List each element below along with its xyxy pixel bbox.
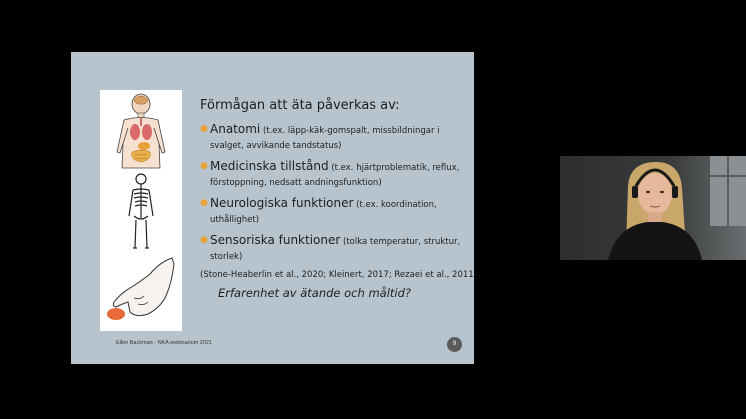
- bullet-item-anatomy: [200, 122, 470, 152]
- slide-heading: Förmågan att äta påverkas av:: [200, 98, 400, 113]
- slide-question: Erfarenhet av ätande och måltid?: [218, 286, 411, 300]
- bullet-detail: (t.ex. koordination, uthållighet): [210, 200, 437, 225]
- slide-content: [200, 98, 474, 280]
- slide-footer: Ellen Backman - NKA webinarium 2021: [116, 340, 212, 346]
- presentation-slide: [71, 52, 474, 364]
- bullet-detail: (t.ex. hjärtproblematik, reflux, förstoppning, nedsatt andningsfunktion): [210, 163, 460, 188]
- body-organs-icon: [100, 90, 182, 170]
- bullet-title: Medicinska tillstånd: [210, 159, 329, 173]
- bullet-list: [200, 122, 470, 263]
- bullet-title: Anatomi: [210, 122, 261, 136]
- bullet-detail: (t.ex. läpp-käk-gomspalt, missbildningar i svalget, avvikande tandstatus): [210, 126, 440, 151]
- bullet-dot-icon: ●: [200, 161, 208, 171]
- bullet-item-medical: [200, 159, 470, 189]
- bullet-dot-icon: ●: [200, 235, 208, 245]
- page-number-badge: 9: [447, 337, 462, 352]
- citation: (Stone-Heaberlin et al., 2020; Kleinert, 2017; Rezaei et al., 2011: [200, 270, 474, 280]
- bullet-title: Neurologiska funktioner: [210, 196, 354, 210]
- hand-icon: [100, 252, 182, 331]
- presenter-video[interactable]: [560, 156, 746, 260]
- bullet-dot-icon: ●: [200, 198, 208, 208]
- bullet-title: Sensoriska funktioner: [210, 233, 341, 247]
- skeleton-icon: [100, 170, 182, 252]
- bullet-item-sensory: [200, 233, 470, 263]
- bullet-dot-icon: ●: [200, 124, 208, 134]
- pictogram-panel: [100, 90, 182, 331]
- presenter-video-frame: [560, 156, 746, 260]
- bullet-detail: (tolka temperatur, struktur, storlek): [210, 237, 461, 262]
- bullet-item-neurological: [200, 196, 470, 226]
